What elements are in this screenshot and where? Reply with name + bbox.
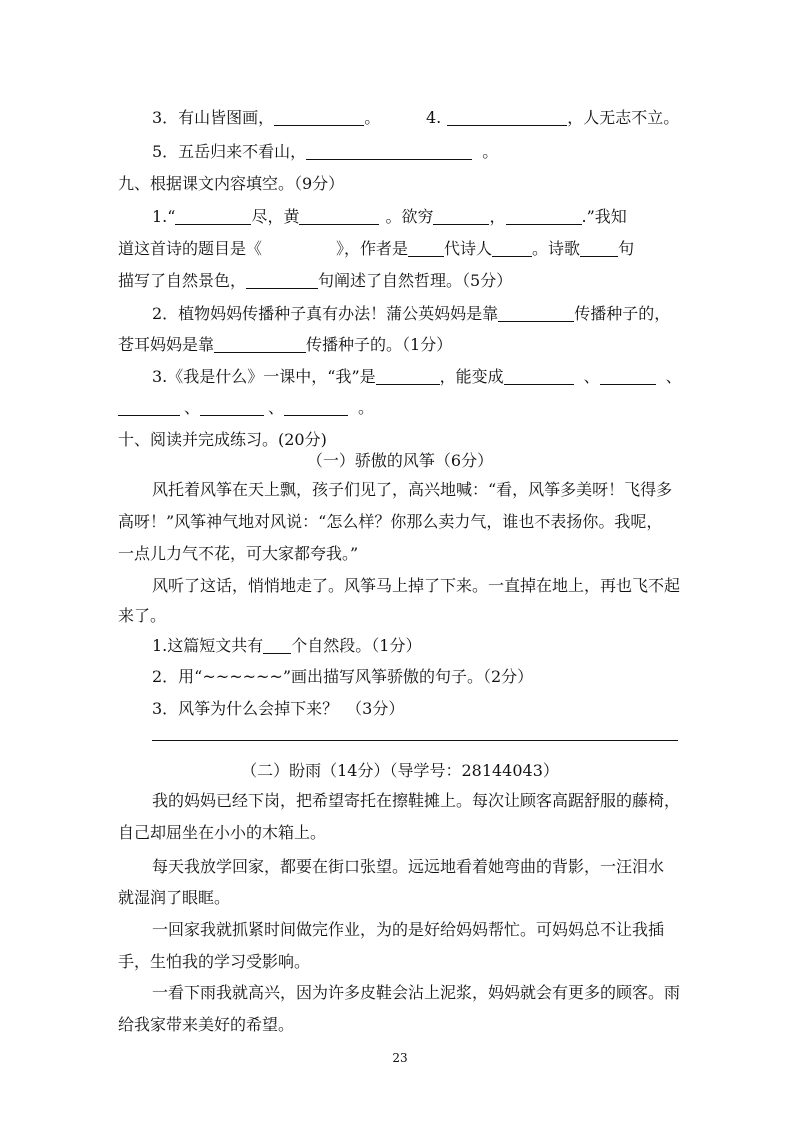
passage1-line: 来了。 — [118, 606, 167, 625]
blank[interactable] — [274, 109, 364, 126]
blank[interactable] — [200, 399, 264, 416]
blank[interactable] — [246, 272, 318, 289]
answer-line[interactable] — [152, 740, 678, 741]
passage1-line: 风听了这话，悄悄地走了。风筝马上掉了下来。一直掉在地上，再也飞不起 — [152, 576, 681, 595]
part2-title: （二）盼雨（14分）（导学号：28144043） — [241, 761, 559, 780]
part1-question2: 2．用“~~~~~~”画出描写风筝骄傲的句子。（2分） — [152, 667, 534, 686]
part1-title: （一）骄傲的风筝（6分） — [306, 451, 494, 470]
passage1-line: 风托着风筝在天上飘，孩子们见了，高兴地喊：“看，风筝多美呀！飞得多 — [152, 480, 673, 499]
passage2-line: 一回家我就抓紧时间做完作业，为的是好给妈妈帮忙。可妈妈总不让我插 — [152, 920, 665, 939]
part1-question1: 1.这篇短文共有 个自然段。（1分） — [152, 636, 422, 655]
blank[interactable] — [492, 240, 532, 257]
blank[interactable] — [376, 368, 440, 385]
passage2-line: 给我家带来美好的希望。 — [118, 1015, 295, 1034]
blank[interactable] — [506, 208, 582, 225]
blank[interactable] — [408, 240, 444, 257]
blank[interactable] — [175, 208, 251, 225]
blank[interactable] — [447, 109, 567, 126]
q9-item1-line3: 描写了自然景色， 句阐述了自然哲理。（5分） — [118, 271, 513, 290]
q9-item2-line2: 苍耳妈妈是靠 传播种子的。（1分） — [118, 335, 453, 354]
passage2-line: 每天我放学回家，都要在街口张望。远远地看着她弯曲的背影，一汪泪水 — [152, 857, 665, 876]
blank[interactable] — [214, 336, 306, 353]
blank[interactable] — [263, 637, 291, 654]
q9-item1-line1: 1.“ 尽，黄 。欲穷 ， .”我知 — [152, 207, 627, 226]
passage1-line: 一点儿力气不花，可大家都夸我。” — [118, 544, 359, 563]
wavy-line-symbol: ~~~~~~ — [202, 667, 283, 686]
q8-item3: 3．有山皆图画， 。 — [152, 108, 381, 127]
passage2-line: 就湿润了眼眶。 — [118, 888, 231, 907]
blank[interactable] — [118, 399, 180, 416]
part1-question3: 3．风筝为什么会掉下来？ （3分） — [152, 699, 405, 718]
blank[interactable] — [504, 368, 574, 385]
q10-heading: 十、阅读并完成练习。(20分) — [118, 430, 327, 449]
blank[interactable] — [284, 399, 348, 416]
page-number: 23 — [392, 1051, 408, 1065]
blank[interactable] — [433, 208, 489, 225]
q9-item2-line1: 2．植物妈妈传播种子真有办法！蒲公英妈妈是靠 传播种子的， — [152, 304, 671, 323]
blank[interactable] — [299, 208, 379, 225]
passage1-line: 高呀！”风筝神气地对风说：“怎么样？你那么卖力气，谁也不表扬你。我呢， — [118, 512, 663, 531]
q9-item1-line2: 道这首诗的题目是《 》，作者是 代诗人 。诗歌 句 — [118, 239, 635, 258]
blank[interactable] — [580, 240, 618, 257]
passage2-line: 一看下雨我就高兴，因为许多皮鞋会沾上泥浆，妈妈就会有更多的顾客。雨 — [152, 983, 681, 1002]
blank[interactable] — [600, 368, 656, 385]
passage2-line: 我的妈妈已经下岗，把希望寄托在擦鞋摊上。每次让顾客高踞舒服的藤椅， — [152, 791, 681, 810]
blank[interactable] — [306, 143, 472, 160]
q9-item3-line1: 3.《我是什么》一课中，“我”是 ，能变成 、 、 — [152, 367, 682, 386]
passage2-line: 手，生怕我的学习受影响。 — [118, 952, 311, 971]
q9-heading: 九、根据课文内容填空。（9分） — [118, 174, 345, 193]
blank[interactable] — [498, 305, 574, 322]
q8-item5: 5．五岳归来不看山， 。 — [152, 142, 499, 161]
q8-item4: 4. ，人无志不立。 — [426, 108, 680, 127]
passage2-line: 自己却屈坐在小小的木箱上。 — [118, 823, 327, 842]
q9-item3-line2: 、 、 。 — [118, 397, 374, 419]
